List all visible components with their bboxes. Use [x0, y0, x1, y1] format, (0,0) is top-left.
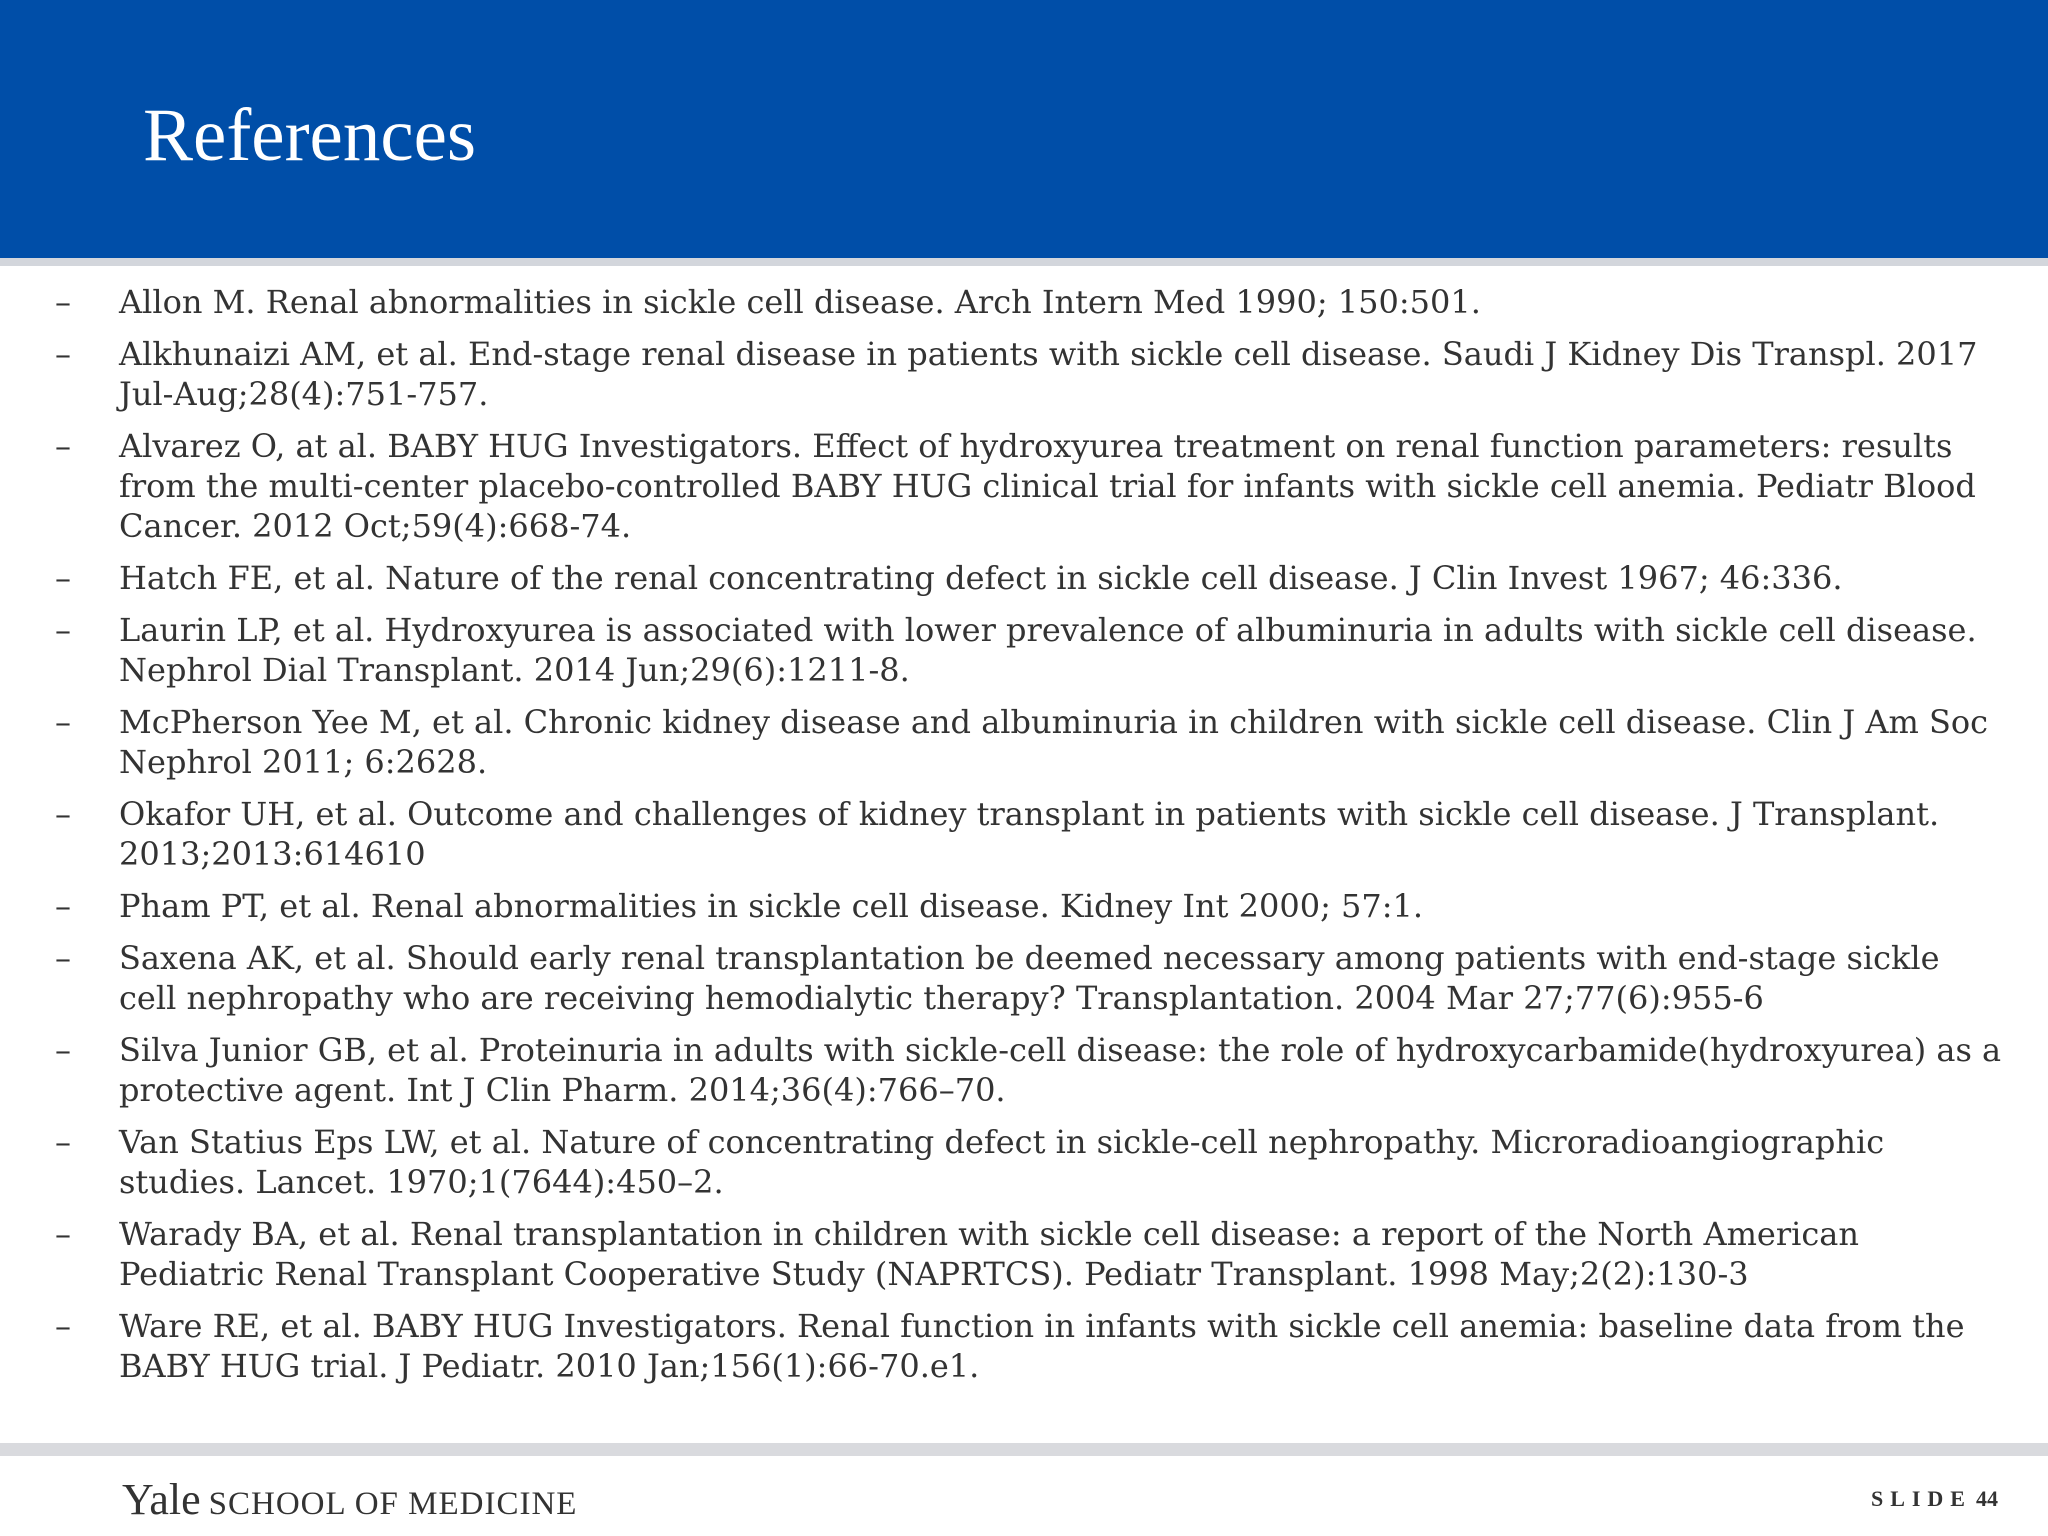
reference-item: [55, 886, 2005, 926]
reference-item: [55, 1214, 2005, 1294]
reference-item: [55, 334, 2005, 414]
reference-text: Allon M. Renal abnormalities in sickle cell disease. Arch Intern Med 1990; 150:501.: [119, 283, 1481, 321]
reference-item: [55, 1030, 2005, 1110]
slide-title: References: [143, 94, 477, 177]
bullet-dash: –: [55, 703, 71, 741]
reference-item: [55, 702, 2005, 782]
reference-text: Ware RE, et al. BABY HUG Investigators. Renal function in infants with sickle cell anemia: baseline data from the BABY HUG trial. J Pediatr. 2010 Jan;156(1):66-70.e1.: [119, 1307, 1965, 1385]
reference-item: [55, 558, 2005, 598]
header-bar: [0, 0, 2048, 258]
reference-item: [55, 610, 2005, 690]
reference-list: [55, 282, 2005, 1398]
reference-item: [55, 1122, 2005, 1202]
reference-text: Alkhunaizi AM, et al. End-stage renal disease in patients with sickle cell disease. Saudi J Kidney Dis Transpl. 2017 Jul-Aug;28(4):751-757.: [119, 335, 1978, 413]
reference-text: Van Statius Eps LW, et al. Nature of concentrating defect in sickle-cell nephropathy. Microradioangiographic studies. Lancet. 1970;1(7644):450–2.: [119, 1123, 1885, 1201]
slide-number-value: 44: [1976, 1486, 1998, 1511]
reference-text: Saxena AK, et al. Should early renal transplantation be deemed necessary among patients with end-stage sickle cell nephropathy who are receiving hemodialytic therapy? Transplantation. 2004 Mar 27;77(6):955-6: [119, 939, 1940, 1017]
reference-text: Laurin LP, et al. Hydroxyurea is associated with lower prevalence of albuminuria in adults with sickle cell disease. Nephrol Dial Transplant. 2014 Jun;29(6):1211-8.: [119, 611, 1977, 689]
bullet-dash: –: [55, 559, 71, 597]
bullet-dash: –: [55, 1307, 71, 1345]
slide-number-label: SLIDE: [1870, 1486, 1972, 1511]
reference-item: [55, 794, 2005, 874]
bullet-dash: –: [55, 611, 71, 649]
footer-divider: [0, 1443, 2048, 1456]
bullet-dash: –: [55, 939, 71, 977]
bullet-dash: –: [55, 335, 71, 373]
header-divider: [0, 258, 2048, 266]
reference-item: [55, 282, 2005, 322]
reference-item: [55, 938, 2005, 1018]
reference-text: Alvarez O, at al. BABY HUG Investigators. Effect of hydroxyurea treatment on renal function parameters: results from the multi-center placebo-controlled BABY HUG clinical trial for infants with sickle cell anemia. Pediatr Blood Cancer. 2012 Oct;59(4):668-74.: [119, 427, 1976, 545]
reference-text: Warady BA, et al. Renal transplantation in children with sickle cell disease: a report of the North American Pediatric Renal Transplant Cooperative Study (NAPRTCS). Pediatr Transplant. 1998 May;2(2):130-3: [119, 1215, 1859, 1293]
logo-school-wordmark: SCHOOL OF MEDICINE: [208, 1486, 578, 1522]
reference-text: Okafor UH, et al. Outcome and challenges of kidney transplant in patients with sickle cell disease. J Transplant. 2013;2013:614610: [119, 795, 1940, 873]
bullet-dash: –: [55, 795, 71, 833]
bullet-dash: –: [55, 1215, 71, 1253]
bullet-dash: –: [55, 427, 71, 465]
bullet-dash: –: [55, 1123, 71, 1161]
slide-number: [1871, 1484, 1998, 1514]
reference-item: [55, 426, 2005, 546]
bullet-dash: –: [55, 887, 71, 925]
reference-text: Hatch FE, et al. Nature of the renal concentrating defect in sickle cell disease. J Clin Invest 1967; 46:336.: [119, 559, 1843, 597]
reference-item: [55, 1306, 2005, 1386]
yale-school-of-medicine-logo: [122, 1470, 577, 1530]
bullet-dash: –: [55, 1031, 71, 1069]
bullet-dash: –: [55, 283, 71, 321]
reference-text: McPherson Yee M, et al. Chronic kidney disease and albuminuria in children with sickle cell disease. Clin J Am Soc Nephrol 2011; 6:2628.: [119, 703, 1989, 781]
reference-text: Silva Junior GB, et al. Proteinuria in adults with sickle-cell disease: the role of hydroxycarbamide(hydroxyurea) as a protective agent. Int J Clin Pharm. 2014;36(4):766–70.: [119, 1031, 2002, 1109]
reference-text: Pham PT, et al. Renal abnormalities in sickle cell disease. Kidney Int 2000; 57:1.: [119, 887, 1424, 925]
logo-yale-wordmark: Yale: [122, 1475, 201, 1524]
